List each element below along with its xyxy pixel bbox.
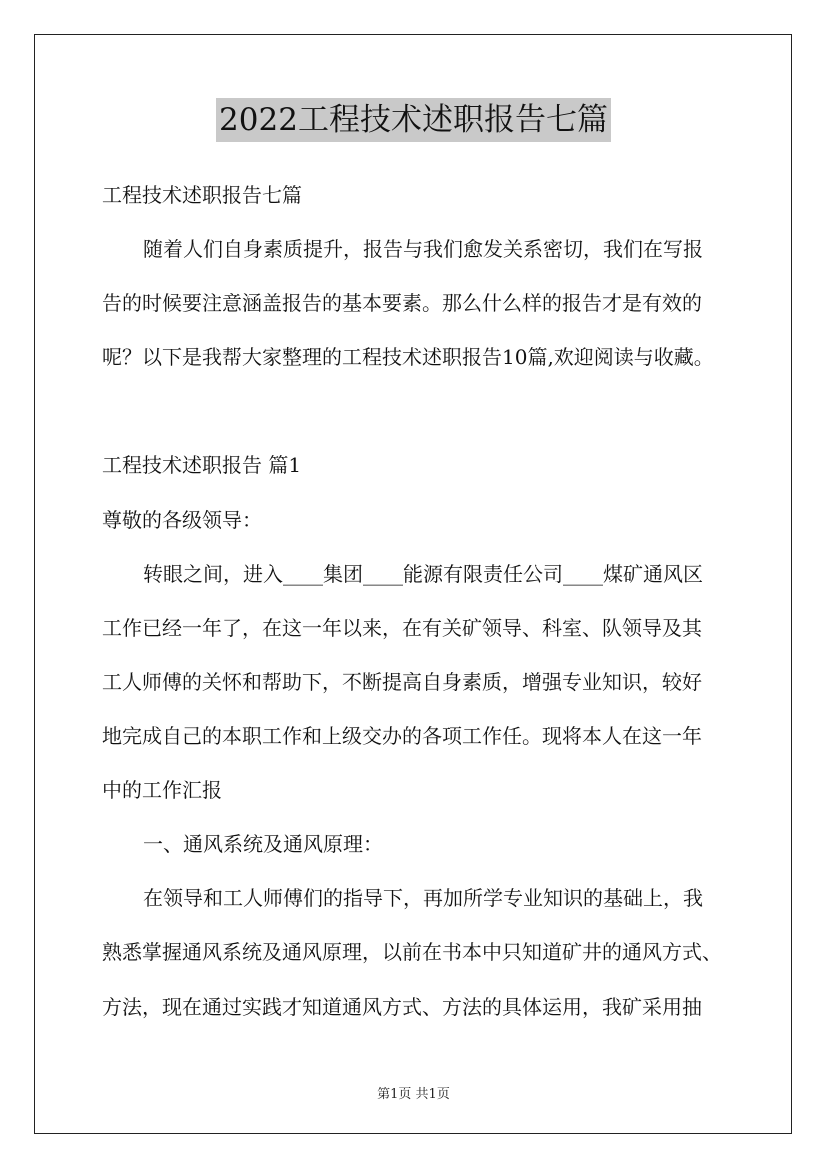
- paragraph-line: 地完成自己的本职工作和上级交办的各项工作任。现将本人在这一年: [102, 724, 702, 748]
- paragraph-line: 随着人们自身素质提升，报告与我们愈发关系密切，我们在写报: [143, 237, 703, 261]
- paragraph-line: 呢？以下是我帮大家整理的工程技术述职报告10篇,欢迎阅读与收藏。: [102, 345, 714, 369]
- subtitle-line: 工程技术述职报告七篇: [102, 183, 302, 207]
- document-title: 2022工程技术述职报告七篇: [216, 98, 611, 142]
- paragraph-line: 告的时候要注意涵盖报告的基本要素。那么什么样的报告才是有效的: [102, 291, 702, 315]
- paragraph-line: 在领导和工人师傅们的指导下，再加所学专业知识的基础上，我: [143, 886, 703, 910]
- paragraph-line: 中的工作汇报: [102, 778, 222, 802]
- paragraph-line: 熟悉掌握通风系统及通风原理，以前在书本中只知道矿井的通风方式、: [102, 940, 722, 964]
- paragraph-line: 工人师傅的关怀和帮助下，不断提高自身素质，增强专业知识，较好: [102, 670, 702, 694]
- paragraph-line: 工作已经一年了，在这一年以来，在有关矿领导、科室、队领导及其: [102, 616, 702, 640]
- salutation-line: 尊敬的各级领导：: [102, 508, 262, 532]
- title-container: [0, 98, 827, 142]
- section-heading: 工程技术述职报告 篇1: [102, 453, 302, 477]
- subsection-heading: 一、通风系统及通风原理：: [143, 832, 383, 856]
- paragraph-line: 方法，现在通过实践才知道通风方式、方法的具体运用，我矿采用抽: [102, 995, 702, 1019]
- page-number: 第1页 共1页: [377, 1087, 450, 1102]
- paragraph-line: 转眼之间，进入____集团____能源有限责任公司____煤矿通风区: [143, 562, 703, 586]
